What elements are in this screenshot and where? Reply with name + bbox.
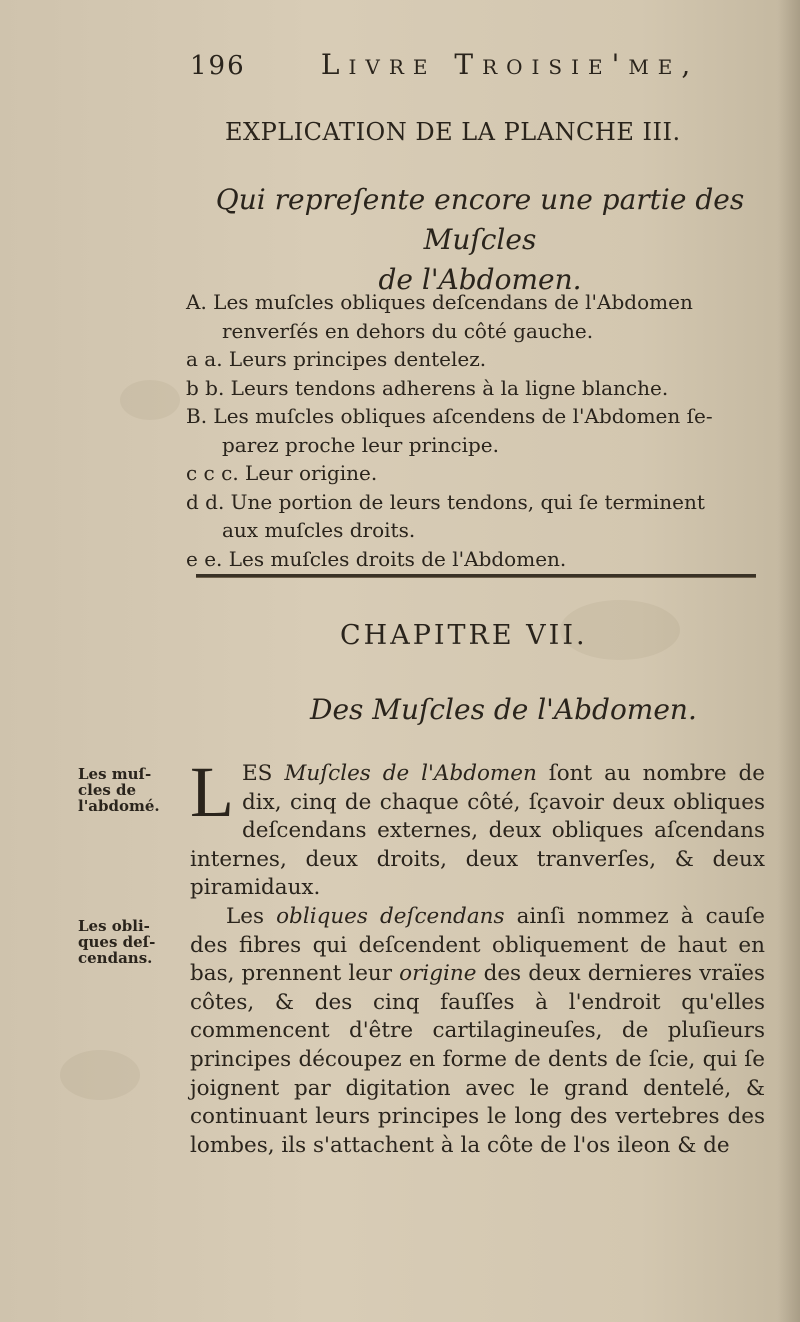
plate-title: EXPLICATION DE LA PLANCHE III.: [225, 118, 681, 146]
plate-legend: [186, 288, 766, 573]
legend-item: c c c. Leur origine.: [186, 461, 378, 485]
plate-subtitle: [190, 180, 770, 300]
legend-item: B. Les muſcles obliques aſcendens de l'Abdomen ſe- parez proche leur principe.: [186, 404, 713, 457]
plate-subtitle-line2: de l'Abdomen.: [378, 263, 582, 296]
running-title: Livre Troisie'me,: [320, 48, 700, 81]
drop-cap: L: [190, 752, 234, 832]
legend-item: d d. Une portion de leurs tendons, qui ſe terminent aux muſcles droits.: [186, 489, 705, 542]
legend-item: e e. Les muſcles droits de l'Abdomen.: [186, 546, 567, 571]
section-divider: [196, 574, 756, 578]
margin-note-obliques: Les obli- ques deſ- cendans.: [78, 917, 156, 967]
paragraph-1: LES Muſcles de l'Abdomen ſont au nombre de dix, cinq de chaque côté, ſçavoir deux obliques deſcendans externes, deux obliques aſcendans internes, deux droits, deux tranverſes, & deux piramidaux.: [190, 752, 765, 901]
paper-stain: [120, 380, 180, 420]
paragraph-2: Les obliques deſcendans ainſi nommez à cauſe des fibres qui deſcendent obliquement de haut en bas, prennent leur origine des deux dernieres vraïes côtes, & des cinq fauſſes à l'endroit qu'elles commencent d'être cartilagineuſes, de pluſieurs principes découpez en forme de dents de ſcie, qui ſe joignent par digitation avec le grand dentelé, & continuant leurs principes le long des vertebres des lombes, ils s'attachent à la côte de l'os ileon & de: [190, 903, 765, 1158]
chapter-body: [190, 752, 765, 1160]
running-header: [190, 48, 760, 81]
page-number: 196: [190, 51, 246, 81]
paper-stain: [60, 1050, 140, 1100]
plate-subtitle-line1: Qui repreſente encore une partie des Muſcles: [215, 183, 745, 256]
page-edge-shadow: [778, 0, 800, 1322]
chapter-title: CHAPITRE VII.: [340, 620, 588, 651]
margin-note-muscles: Les muſ- cles de l'abdomé.: [78, 765, 160, 815]
chapter-subtitle: Des Muſcles de l'Abdomen.: [310, 693, 697, 726]
legend-item: A. Les muſcles obliques deſcendans de l'Abdomen renverſés en dehors du côté gauche.: [186, 290, 693, 343]
legend-item: a a. Leurs principes dentelez.: [186, 347, 487, 371]
legend-item: b b. Leurs tendons adherens à la ligne blanche.: [186, 375, 669, 400]
